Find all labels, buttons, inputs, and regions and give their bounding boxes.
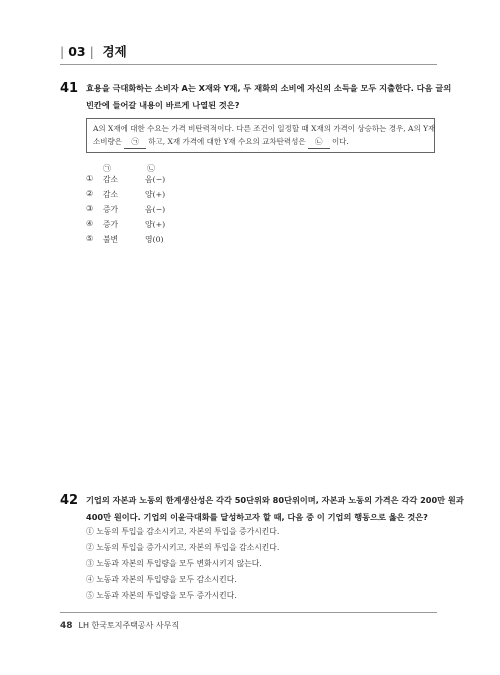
q41-option-3[interactable] bbox=[86, 204, 166, 214]
question-41-line-1: 효용을 극대화하는 소비자 A는 X재와 Y재, 두 재화의 소비에 자신의 소득을 모두 지출한다. 다음 글의 bbox=[86, 83, 452, 93]
question-42-line-2: 400만 원이다. 기업의 이윤극대화를 달성하고자 할 때, 다음 중 이 기업의 행동으로 옳은 것은? bbox=[86, 512, 428, 522]
option-marker: ④ bbox=[86, 219, 93, 228]
option-col-1: 증가 bbox=[103, 220, 119, 229]
option-marker: ② bbox=[86, 189, 93, 198]
question-41-text bbox=[86, 80, 452, 114]
passage-line-2-part-b: 하고, X재 가격에 대한 Y재 수요의 교차탄력성은 bbox=[148, 137, 306, 146]
passage-line-2-part-c: 이다. bbox=[331, 137, 349, 146]
q42-option-5[interactable]: ⑤ 노동과 자본의 투입량을 모두 증가시킨다. bbox=[86, 591, 237, 600]
option-header-col-1: ㉠ bbox=[103, 164, 111, 173]
option-col-2: 양(+) bbox=[145, 190, 166, 199]
blank-2 bbox=[308, 135, 330, 149]
footer-text: LH 한국토지주택공사 사무직 bbox=[78, 621, 180, 630]
q42-option-1[interactable]: ① 노동의 투입을 감소시키고, 자본의 투입을 증가시킨다. bbox=[86, 527, 280, 536]
passage-line-2-part-a: 소비량은 bbox=[93, 137, 122, 146]
question-42-number: 42 bbox=[60, 493, 79, 508]
passage-line-1: A의 X재에 대한 수요는 가격 비탄력적이다. 다른 조건이 일정할 때 X재의 가격이 상승하는 경우, A의 Y재 bbox=[93, 124, 436, 133]
section-title: 경제 bbox=[102, 44, 127, 59]
question-41-number: 41 bbox=[60, 81, 79, 96]
question-41-passage-box bbox=[86, 118, 435, 153]
blank-1-marker: ㉠ bbox=[131, 137, 139, 146]
option-col-1: 감소 bbox=[103, 190, 119, 199]
question-42-line-1: 기업의 자본과 노동의 한계생산성은 각각 50단위와 80단위이며, 자본과 노동의 가격은 각각 200만 원과 bbox=[86, 495, 464, 505]
blank-1 bbox=[124, 135, 146, 149]
option-col-2: 음(−) bbox=[145, 175, 166, 184]
question-41-line-2: 빈칸에 들어갈 내용이 바르게 나열된 것은? bbox=[86, 100, 240, 110]
option-col-1: 감소 bbox=[103, 175, 119, 184]
option-col-1: 불변 bbox=[103, 235, 119, 244]
q41-option-4[interactable] bbox=[86, 219, 166, 229]
top-rule bbox=[60, 64, 437, 65]
q41-option-5[interactable] bbox=[86, 234, 164, 244]
section-header: | 03 | 경제 bbox=[60, 44, 127, 59]
option-col-2: 음(−) bbox=[145, 205, 166, 214]
section-number: 03 bbox=[68, 44, 86, 59]
option-marker: ① bbox=[86, 174, 93, 183]
question-42-text bbox=[86, 492, 464, 526]
q41-option-1[interactable] bbox=[86, 174, 166, 184]
option-header-col-2: ㉡ bbox=[147, 164, 155, 173]
option-marker: ③ bbox=[86, 204, 93, 213]
page-number: 48 bbox=[60, 621, 73, 631]
passage-line-2 bbox=[93, 135, 431, 149]
option-col-1: 증가 bbox=[103, 205, 119, 214]
blank-2-marker: ㉡ bbox=[315, 137, 323, 146]
page-footer bbox=[60, 620, 179, 631]
q42-option-4[interactable]: ④ 노동과 자본의 투입량을 모두 감소시킨다. bbox=[86, 575, 237, 584]
q42-option-2[interactable]: ② 노동의 투입을 증가시키고, 자본의 투입을 감소시킨다. bbox=[86, 543, 280, 552]
option-marker: ⑤ bbox=[86, 234, 93, 243]
option-col-2: 영(0) bbox=[145, 235, 164, 244]
bottom-rule bbox=[60, 612, 437, 613]
q42-option-3[interactable]: ③ 노동과 자본의 투입량을 모두 변화시키지 않는다. bbox=[86, 559, 262, 568]
q41-option-2[interactable] bbox=[86, 189, 166, 199]
option-col-2: 양(+) bbox=[145, 220, 166, 229]
